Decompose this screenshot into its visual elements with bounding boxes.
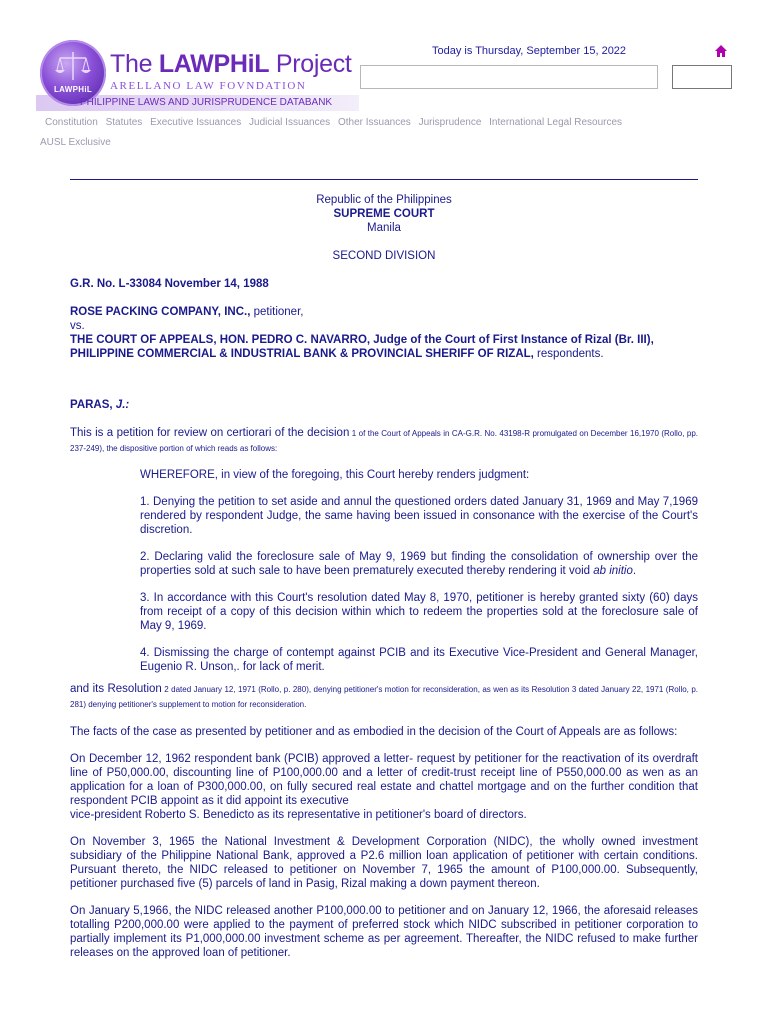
- respondents-names: THE COURT OF APPEALS, HON. PEDRO C. NAVARRO, Judge of the Court of First Instance of Rizal (Br. III), PHILIPPINE COMMERCIAL & INDUSTRIAL BANK & PROVINCIAL SHERIFF OF RIZAL,: [70, 334, 654, 360]
- nav-constitution[interactable]: Constitution: [45, 117, 98, 128]
- site-title-brand: LAWPHiL: [158, 50, 270, 78]
- dispositive-quote: [140, 468, 698, 674]
- petitioner-role: petitioner,: [250, 306, 304, 318]
- item-2-end: .: [632, 565, 637, 577]
- division-name: SECOND DIVISION: [332, 250, 436, 262]
- resolution-text: and its Resolution: [70, 683, 162, 695]
- search-button[interactable]: [672, 65, 732, 89]
- item-2-italic: ab initio: [593, 565, 633, 577]
- disposition-item-3: 3. In accordance with this Court's resolution dated May 8, 1970, petitioner is hereby granted sixty (60) days from receipt of a copy of this decision within which to redeem the properties sold at the foreclosure sale of May 9, 1969.: [140, 592, 698, 632]
- republic-line: Republic of the Philippines: [316, 194, 452, 206]
- court-city: Manila: [367, 222, 401, 234]
- court-name: SUPREME COURT: [333, 208, 435, 220]
- petitioner-line: [70, 305, 698, 319]
- site-title-suffix: Project: [269, 50, 352, 78]
- footnote-1-text: 1 of the Court of Appeals in CA-G.R. No. 43198-R promulgated on December 16,1970 (Rollo, pp. 237-249), the dispositive portion of which reads as follows:: [70, 429, 698, 453]
- paragraph-nov-1965: On November 3, 1965 the National Investment & Development Corporation (NIDC), the wholly owned investment subsidiary of the Philippine National Bank, approved a P2.6 million loan application of petitioner with certain conditions. Pursuant thereto, the NIDC released to petitioner on November 7, 1965 the amount of P100,000.00. Subsequently, petitioner purchased five (5) parcels of land in Pasig, Rizal making a down payment thereon.: [70, 836, 698, 890]
- versus: vs.: [70, 320, 85, 332]
- home-icon[interactable]: [714, 44, 728, 58]
- paragraph-dec-1962-cont: vice-president Roberto S. Benedicto as its representative in petitioner's board of directors.: [70, 809, 527, 821]
- facts-intro: The facts of the case as presented by petitioner and as embodied in the decision of the Court of Appeals are as follows:: [70, 726, 678, 738]
- paragraph-jan-1966: On January 5,1966, the NIDC released another P100,000.00 to petitioner and on January 12, 1966, the aforesaid releases totalling P200,000.00 were applied to the payment of preferred stock which NIDC subscribed in petitioner corporation to partially implement its P1,000,000.00 investment scheme as per agreement. Thereafter, the NIDC refused to make further releases on the approved loan of petitioner.: [70, 905, 698, 959]
- intro-text: This is a petition for review on certiorari of the decision: [70, 427, 350, 439]
- respondents-line: [70, 333, 698, 361]
- case-number: G.R. No. L-33084 November 14, 1988: [70, 278, 269, 290]
- site-header: [0, 0, 768, 160]
- site-subtitle-databank: PHILIPPINE LAWS AND JURISPRUDENCE DATABANK: [80, 97, 333, 108]
- nav-ausl-exclusive[interactable]: AUSL Exclusive: [40, 137, 111, 148]
- paragraph-dec-1962: On December 12, 1962 respondent bank (PCIB) approved a letter- request by petitioner for the reactivation of its overdraft line of P50,000.00, discounting line of P100,000.00 and a letter of credit-trust receipt line of P550,000.00 as wen as an application for a loan of P300,000.00, on fully secured real estate and chattel mortgage and on the further condition that respondent PCIB appoint as it did appoint its executive: [70, 753, 698, 807]
- nav-jurisprudence[interactable]: Jurisprudence: [418, 117, 482, 128]
- header-divider: [70, 179, 698, 180]
- site-title[interactable]: [110, 50, 352, 79]
- disposition-item-4: 4. Dismissing the charge of contempt against PCIB and its Executive Vice-President and General Manager, Eugenio R. Unson,. for lack of merit.: [140, 647, 698, 673]
- nav-other-issuances[interactable]: Other Issuances: [337, 117, 411, 128]
- nav-international-legal-resources[interactable]: International Legal Resources: [489, 117, 623, 128]
- intro-paragraph: [70, 426, 698, 456]
- nav-executive-issuances[interactable]: Executive Issuances: [150, 117, 242, 128]
- logo-seal-text: LAWPHiL: [53, 85, 93, 94]
- nav-judicial-issuances[interactable]: Judicial Issuances: [249, 117, 331, 128]
- ponente: [70, 398, 698, 412]
- ponente-title: J.:: [115, 399, 130, 411]
- decision-document: [70, 193, 698, 960]
- footnote-2-text: 2 dated January 12, 1971 (Rollo, p. 280), denying petitioner's motion for reconsideration, as wen as its Resolution 3 dated January 22, 1971 (Rollo, p. 281) denying petitioner's supplement to motion for reconsideration.: [70, 685, 698, 709]
- wherefore-line: WHEREFORE, in view of the foregoing, this Court hereby renders judgment:: [140, 469, 530, 481]
- ponente-name: PARAS,: [70, 399, 116, 411]
- respondents-role: respondents.: [533, 348, 604, 360]
- resolution-paragraph: [70, 682, 698, 712]
- main-nav: [45, 117, 745, 129]
- petitioner-name: ROSE PACKING COMPANY, INC.,: [70, 306, 251, 318]
- disposition-item-1: 1. Denying the petition to set aside and annul the questioned orders dated January 31, 1969 and May 7,1969 rendered by respondent Judge, the same having been issued in consonance with the exercise of the Court's discretion.: [140, 496, 698, 536]
- nav-statutes[interactable]: Statutes: [105, 117, 143, 128]
- site-subtitle-foundation: ARELLANO LAW FOVNDATION: [110, 80, 307, 92]
- disposition-item-2: [140, 550, 698, 578]
- site-title-prefix: The: [110, 50, 159, 78]
- current-date: Today is Thursday, September 15, 2022: [432, 45, 627, 57]
- search-input[interactable]: [360, 65, 658, 89]
- item-2-text: 2. Declaring valid the foreclosure sale of May 9, 1969 but finding the consolidation of ownership over the properties sold at such sale to have been prematurely executed thereby rendering it void: [140, 551, 698, 577]
